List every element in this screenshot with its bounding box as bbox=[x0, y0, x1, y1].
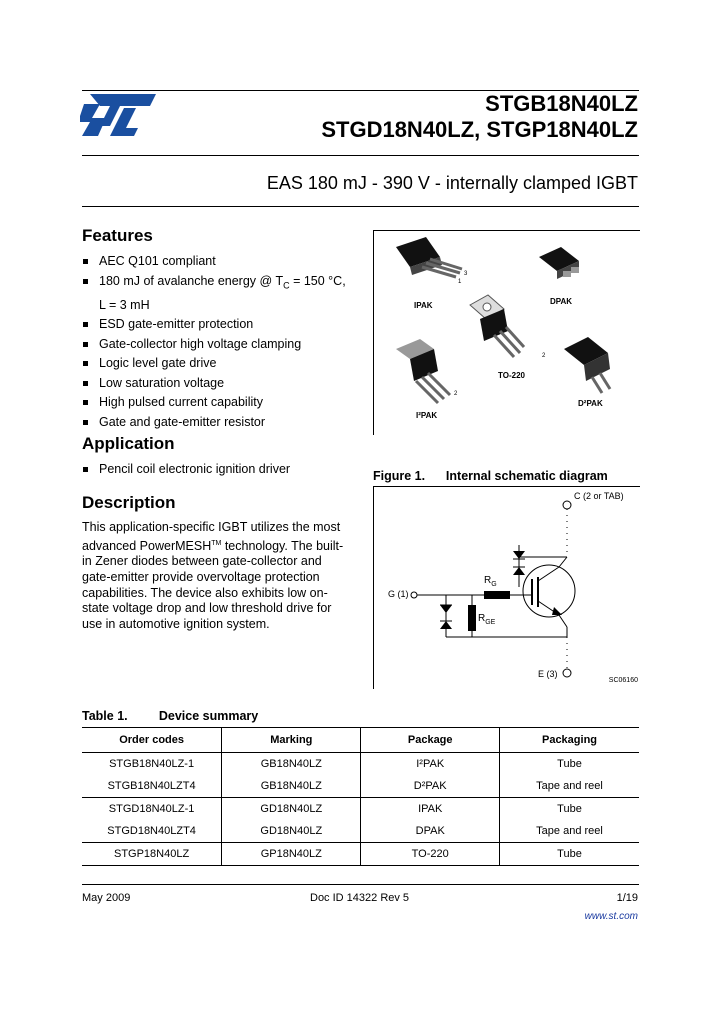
st-logo-icon bbox=[80, 92, 158, 140]
list-item: Low saturation voltage bbox=[82, 374, 346, 394]
table-cell: GB18N40LZ bbox=[222, 775, 361, 798]
table-cell: STGB18N40LZT4 bbox=[82, 775, 222, 798]
pin-label: 3 bbox=[464, 271, 468, 277]
gate-label: G (1) bbox=[388, 589, 409, 599]
list-item: Gate-collector high voltage clamping bbox=[82, 335, 346, 355]
column-header: Marking bbox=[222, 728, 361, 753]
footer-date: May 2009 bbox=[82, 892, 131, 904]
schematic-box bbox=[373, 486, 640, 689]
table-cell: STGP18N40LZ bbox=[82, 843, 222, 866]
pin-label: 1 bbox=[458, 279, 462, 285]
list-item: Gate and gate-emitter resistor bbox=[82, 413, 346, 433]
features-list bbox=[82, 252, 346, 432]
table-cell: TO-220 bbox=[361, 843, 500, 866]
ipak-label: IPAK bbox=[414, 301, 433, 310]
pin-label: 2 bbox=[542, 353, 546, 359]
list-item: AEC Q101 compliant bbox=[82, 252, 346, 272]
table-cell: I²PAK bbox=[361, 753, 500, 776]
table-row bbox=[82, 753, 639, 776]
table-cell: GB18N40LZ bbox=[222, 753, 361, 776]
pin-label: 2 bbox=[454, 391, 458, 397]
column-header: Packaging bbox=[500, 728, 639, 753]
table-row bbox=[82, 775, 639, 798]
i2pak-label: I²PAK bbox=[416, 411, 438, 420]
part-numbers-line1: STGB18N40LZ bbox=[485, 91, 638, 116]
rge-label: $R_{GE}$ bbox=[478, 613, 496, 626]
features-heading: Features bbox=[82, 226, 153, 245]
description-heading: Description bbox=[82, 493, 176, 512]
rg-label: $R_G$ bbox=[484, 575, 497, 588]
d2pak-label: D²PAK bbox=[578, 399, 603, 408]
list-item: High pulsed current capability bbox=[82, 393, 346, 413]
table-cell: DPAK bbox=[361, 820, 500, 843]
dpak-label: DPAK bbox=[550, 297, 573, 306]
part-numbers-line2: STGD18N40LZ, STGP18N40LZ bbox=[321, 117, 638, 142]
collector-label: C (2 or TAB) bbox=[574, 491, 624, 501]
figure-code: SC06160 bbox=[608, 677, 638, 684]
table-cell: STGB18N40LZ-1 bbox=[109, 758, 195, 770]
table-cell: GP18N40LZ bbox=[222, 843, 361, 866]
footer-doc-id: Doc ID 14322 Rev 5 bbox=[310, 892, 410, 904]
list-item: Logic level gate drive bbox=[82, 354, 346, 374]
table-cell: Tape and reel bbox=[500, 820, 639, 843]
table-cell: STGD18N40LZ-1 bbox=[108, 803, 195, 815]
application-list bbox=[82, 460, 290, 480]
table-cell: GD18N40LZ bbox=[222, 820, 361, 843]
description-text: This application-specific IGBT utilizes the most advanced PowerMESH™ technology. The built-in Zener diodes between gate-collector and gate-emitter provide overvoltage protection capabilities. The device also exhibits low on-state voltage drop and low threshold drive for use in automotive ignition system. bbox=[82, 520, 344, 631]
column-header: Package bbox=[361, 728, 500, 753]
table-row bbox=[82, 798, 639, 821]
table-cell: STGD18N40LZT4 bbox=[82, 820, 222, 843]
table-header-row bbox=[82, 728, 639, 753]
footer-rule bbox=[82, 884, 639, 885]
table-row bbox=[82, 843, 639, 866]
to220-label: TO-220 bbox=[498, 371, 525, 380]
table-cell: GD18N40LZ bbox=[222, 798, 361, 821]
table-caption: Table 1. Device summary bbox=[82, 709, 259, 723]
page-subtitle: EAS 180 mJ - 390 V - internally clamped IGBT bbox=[266, 173, 638, 193]
list-item: ESD gate-emitter protection bbox=[82, 315, 346, 335]
table-cell: D²PAK bbox=[361, 775, 500, 798]
table-cell: Tube bbox=[500, 798, 639, 821]
table-cell: Tube bbox=[500, 843, 639, 866]
footer-page-number: 1/19 bbox=[616, 892, 638, 904]
header-rule bbox=[82, 155, 639, 156]
table-row bbox=[82, 820, 639, 843]
package-images-box bbox=[373, 230, 640, 435]
schematic-diagram-icon bbox=[374, 487, 640, 689]
figure-caption: Figure 1. Internal schematic diagram bbox=[373, 469, 608, 483]
subtitle-rule bbox=[82, 206, 639, 207]
list-item: Pencil coil electronic ignition driver bbox=[82, 460, 290, 480]
emitter-label: E (3) bbox=[538, 669, 558, 679]
application-heading: Application bbox=[82, 434, 175, 453]
table-cell: Tape and reel bbox=[500, 775, 639, 798]
website-link[interactable]: www.st.com bbox=[584, 911, 638, 922]
list-item: 180 mJ of avalanche energy @ $T_C = 150$ °C, L = 3 mH bbox=[82, 272, 346, 316]
table-cell: Tube bbox=[500, 753, 639, 776]
device-summary-table bbox=[82, 727, 639, 866]
table-cell: IPAK bbox=[361, 798, 500, 821]
column-header: Order codes bbox=[82, 728, 222, 753]
